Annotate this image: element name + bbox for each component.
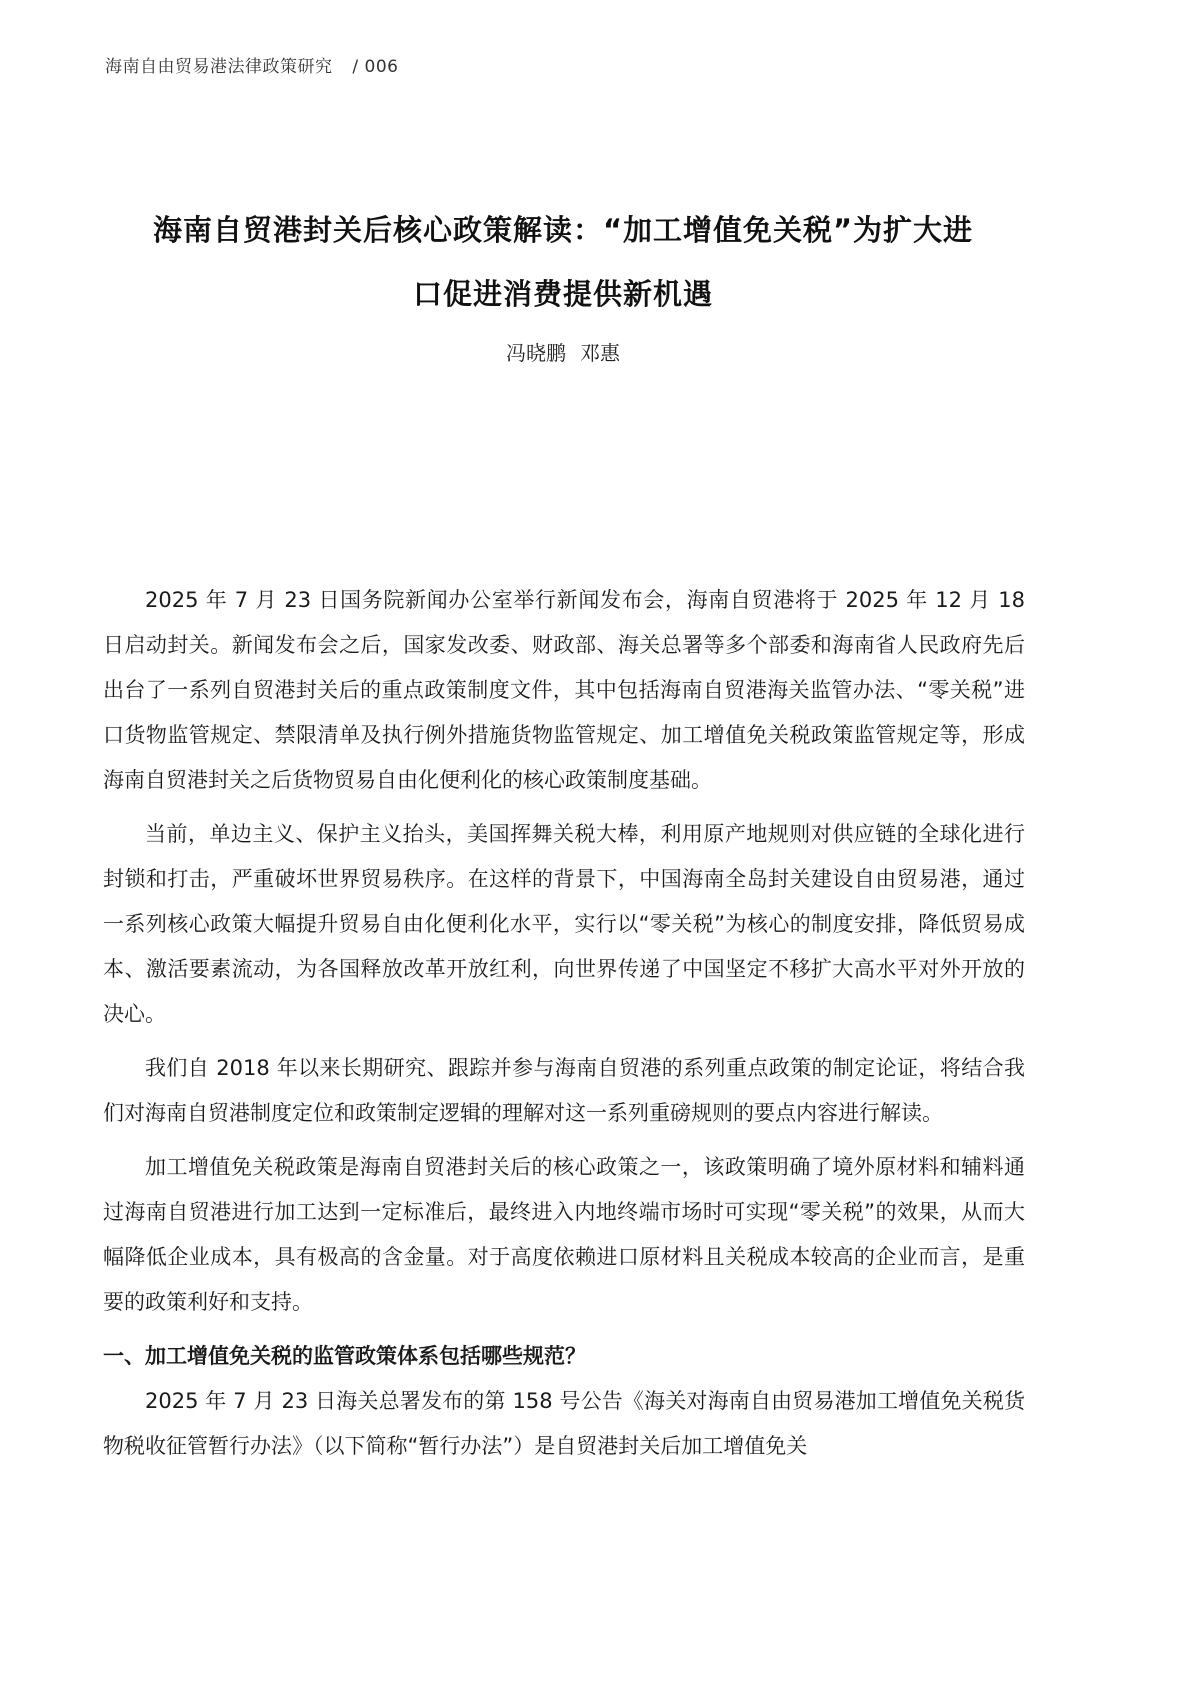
journal-name: 海南自由贸易港法律政策研究 [105, 57, 333, 77]
body-paragraph: 当前，单边主义、保护主义抬头，美国挥舞关税大棒，利用原产地规则对供应链的全球化进行封锁和打击，严重破坏世界贸易秩序。在这样的背景下，中国海南全岛封关建设自由贸易港，通过一系列核心政策大幅提升贸易自由化便利化水平，实行以“零关税”为核心的制度安排，降低贸易成本、激活要素流动，为各国释放改革开放红利，向世界传递了中国坚定不移扩大高水平对外开放的决心。 [103, 822, 1025, 1026]
section-heading: 一、加工增值免关税的监管政策体系包括哪些规范？ [103, 1344, 586, 1368]
title-line-1: 海南自贸港封关后核心政策解读：“加工增值免关税”为扩大进 [152, 213, 974, 247]
article-body [103, 578, 1025, 1478]
author-list [100, 337, 1026, 366]
body-paragraph: 2025 年 7 月 23 日海关总署发布的第 158 号公告《海关对海南自由贸易港加工增值免关税货物税收征管暂行办法》（以下简称“暂行办法”）是自贸港封关后加工增值免关 [103, 1389, 1025, 1458]
article-title [100, 198, 1026, 326]
page-number: / 006 [352, 57, 399, 77]
author-name: 冯晓鹏 [506, 341, 566, 365]
body-paragraph: 我们自 2018 年以来长期研究、跟踪并参与海南自贸港的系列重点政策的制定论证，将结合我们对海南自贸港制度定位和政策制定逻辑的理解对这一系列重磅规则的要点内容进行解读。 [103, 1056, 1025, 1125]
running-header [105, 52, 399, 77]
title-line-2: 口促进消费提供新机遇 [412, 277, 713, 311]
body-paragraph: 2025 年 7 月 23 日国务院新闻办公室举行新闻发布会，海南自贸港将于 2025 年 12 月 18 日启动封关。新闻发布会之后，国家发改委、财政部、海关总署等多个部委和海南省人民政府先后出台了一系列自贸港封关后的重点政策制度文件，其中包括海南自贸港海关监管办法、“零关税”进口货物监管规定、禁限清单及执行例外措施货物监管规定、加工增值免关税政策监管规定等，形成海南自贸港封关之后货物贸易自由化便利化的核心政策制度基础。 [103, 588, 1025, 792]
author-name: 邓惠 [580, 341, 620, 365]
body-paragraph: 加工增值免关税政策是海南自贸港封关后的核心政策之一，该政策明确了境外原材料和辅料通过海南自贸港进行加工达到一定标准后，最终进入内地终端市场时可实现“零关税”的效果，从而大幅降低企业成本，具有极高的含金量。对于高度依赖进口原材料且关税成本较高的企业而言，是重要的政策利好和支持。 [103, 1155, 1025, 1314]
